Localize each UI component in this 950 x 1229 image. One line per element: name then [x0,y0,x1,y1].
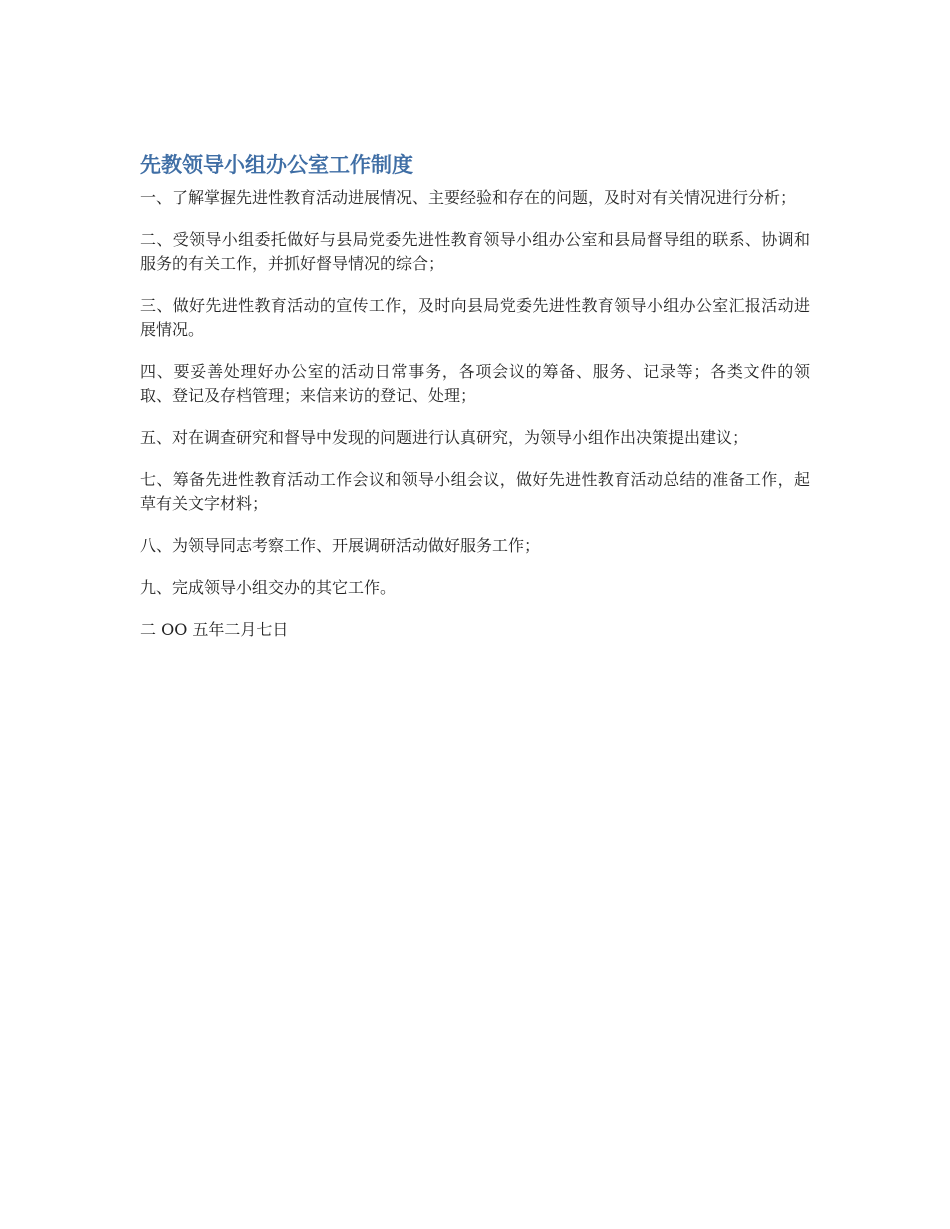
document-body [140,150,810,642]
paragraph-1: 一、了解掌握先进性教育活动进展情况、主要经验和存在的问题，及时对有关情况进行分析； [140,188,797,207]
paragraph-8: 八、为领导同志考察工作、开展调研活动做好服务工作； [140,536,541,555]
paragraph-9: 九、完成领导小组交办的其它工作。 [140,578,397,597]
paragraph-4: 四、要妥善处理好办公室的活动日常事务，各项会议的筹备、服务、记录等；各类文件的领取、登记及存档管理；来信来访的登记、处理； [140,362,810,405]
paragraph-2: 二、受领导小组委托做好与县局党委先进性教育领导小组办公室和县局督导组的联系、协调和服务的有关工作，并抓好督导情况的综合； [140,230,810,273]
paragraph-7: 七、筹备先进性教育活动工作会议和领导小组会议，做好先进性教育活动总结的准备工作，起草有关文字材料； [140,470,810,513]
document-date: 二 OO 五年二月七日 [140,620,289,639]
paragraph-5: 五、对在调查研究和督导中发现的问题进行认真研究，为领导小组作出决策提出建议； [140,428,749,447]
paragraph-3: 三、做好先进性教育活动的宣传工作，及时向县局党委先进性教育领导小组办公室汇报活动进展情况。 [140,296,810,339]
document-title: 先教领导小组办公室工作制度 [140,153,413,177]
